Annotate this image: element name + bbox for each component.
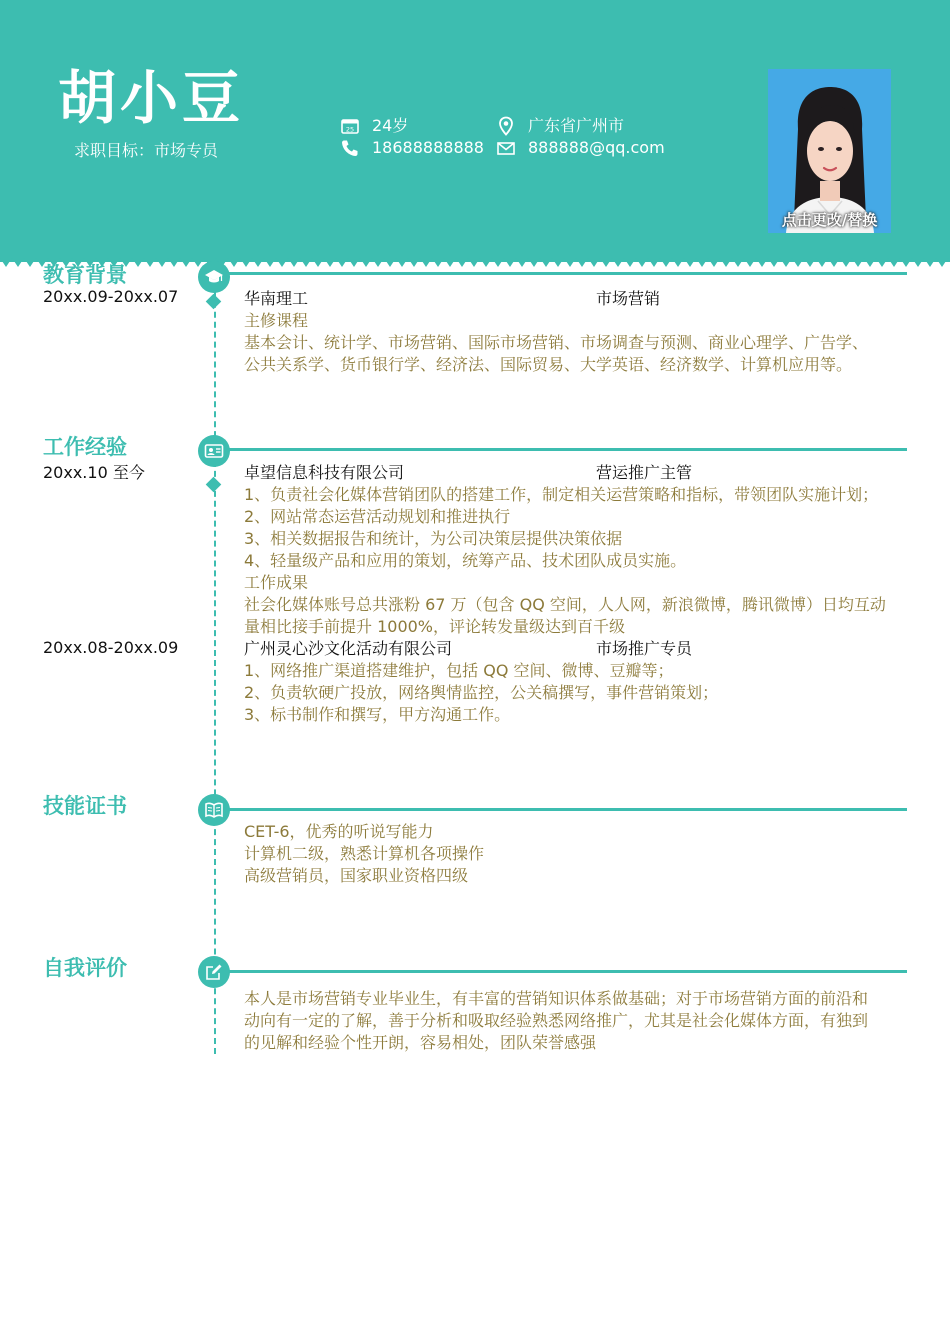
education-title: 教育背景 [43, 263, 127, 287]
id-card-icon [204, 441, 224, 461]
education-courses-line: 公共关系学、货币银行学、经济法、国际贸易、大学英语、经济数学、计算机应用等。 [244, 355, 853, 374]
job-detail-line: 4、轻量级产品和应用的策划，统筹产品、技术团队成员实施。 [244, 551, 687, 570]
job-detail-line: 2、负责软硬广投放，网络舆情监控，公关稿撰写，事件营销策划； [244, 683, 719, 702]
calendar-icon [340, 116, 360, 136]
education-badge [198, 261, 230, 293]
job-detail-line: 1、网络推广渠道搭建维护，包括 QQ 空间、微博、豆瓣等； [244, 661, 674, 680]
job-detail-line: 1、负责社会化媒体营销团队的搭建工作，制定相关运营策略和指标，带领团队实施计划； [244, 485, 879, 504]
job-objective [74, 138, 218, 161]
job-detail-line: 社会化媒体账号总共涨粉 67 万（包含 QQ 空间，人人网，新浪微博，腾讯微博）日均互动 [244, 595, 886, 614]
education-courses-label: 主修课程 [244, 311, 309, 330]
self-eval-badge [198, 956, 230, 988]
job-company: 广州灵心沙文化活动有限公司 [244, 639, 453, 658]
job-detail-line: 量相比接手前提升 1000%，评论转发量级达到百千级 [244, 617, 626, 636]
objective-label: 求职目标： [74, 141, 155, 160]
edit-icon [204, 962, 224, 982]
skill-line: 高级营销员，国家职业资格四级 [244, 866, 469, 885]
skills-title: 技能证书 [43, 794, 127, 818]
self-eval-line: 动向有一定的了解，善于分析和吸取经验熟悉网络推广，尤其是社会化媒体方面，有独到 [244, 1011, 869, 1030]
location-pin-icon [496, 116, 516, 136]
work-badge [198, 435, 230, 467]
profile-photo[interactable] [768, 69, 891, 233]
education-diamond [206, 294, 222, 310]
candidate-name: 胡小豆 [58, 64, 245, 132]
education-date: 20xx.09-20xx.07 [43, 287, 179, 306]
education-school: 华南理工 [244, 289, 309, 308]
graduation-cap-icon [204, 267, 224, 287]
self-eval-line: 的见解和经验个性开朗，容易相处，团队荣誉感强 [244, 1033, 597, 1052]
job-date: 20xx.10 至今 [43, 463, 145, 482]
job-position: 市场推广专员 [596, 639, 693, 658]
self-eval-rule [228, 970, 907, 973]
education-courses-line: 基本会计、统计学、市场营销、国际市场营销、市场调查与预测、商业心理学、广告学、 [244, 333, 869, 352]
job-date: 20xx.08-20xx.09 [43, 638, 179, 657]
job-detail-line: 2、网站常态运营活动规划和推进执行 [244, 507, 511, 526]
work-title: 工作经验 [43, 435, 127, 459]
job-company: 卓望信息科技有限公司 [244, 463, 405, 482]
timeline-line [214, 262, 216, 1054]
svg-text:25: 25 [345, 125, 355, 134]
skills-rule [228, 808, 907, 811]
age-value: 24岁 [372, 116, 409, 135]
self-eval-line: 本人是市场营销专业毕业生，有丰富的营销知识体系做基础；对于市场营销方面的前沿和 [244, 989, 869, 1008]
work-rule [228, 448, 907, 451]
education-rule [228, 272, 907, 275]
photo-replace-hint[interactable]: 点击更改/替换 [781, 211, 878, 229]
book-icon [204, 800, 224, 820]
skill-line: 计算机二级，熟悉计算机各项操作 [244, 844, 485, 863]
job-position: 营运推广主管 [596, 463, 693, 482]
objective-value: 市场专员 [154, 141, 219, 160]
location-value: 广东省广州市 [528, 116, 625, 135]
skills-badge [198, 794, 230, 826]
phone-value: 18688888888 [372, 138, 484, 157]
self-eval-title: 自我评价 [43, 956, 127, 980]
job-detail-line: 3、标书制作和撰写，甲方沟通工作。 [244, 705, 511, 724]
education-major: 市场营销 [596, 289, 661, 308]
work-diamond [206, 477, 222, 493]
phone-icon [340, 138, 360, 158]
job-detail-line: 3、相关数据报告和统计，为公司决策层提供决策依据 [244, 529, 623, 548]
email-value: 888888@qq.com [528, 138, 665, 157]
job-detail-line: 工作成果 [244, 573, 309, 592]
header-zigzag-edge [0, 258, 950, 272]
mail-icon [496, 138, 516, 158]
skill-line: CET-6，优秀的听说写能力 [244, 822, 434, 841]
